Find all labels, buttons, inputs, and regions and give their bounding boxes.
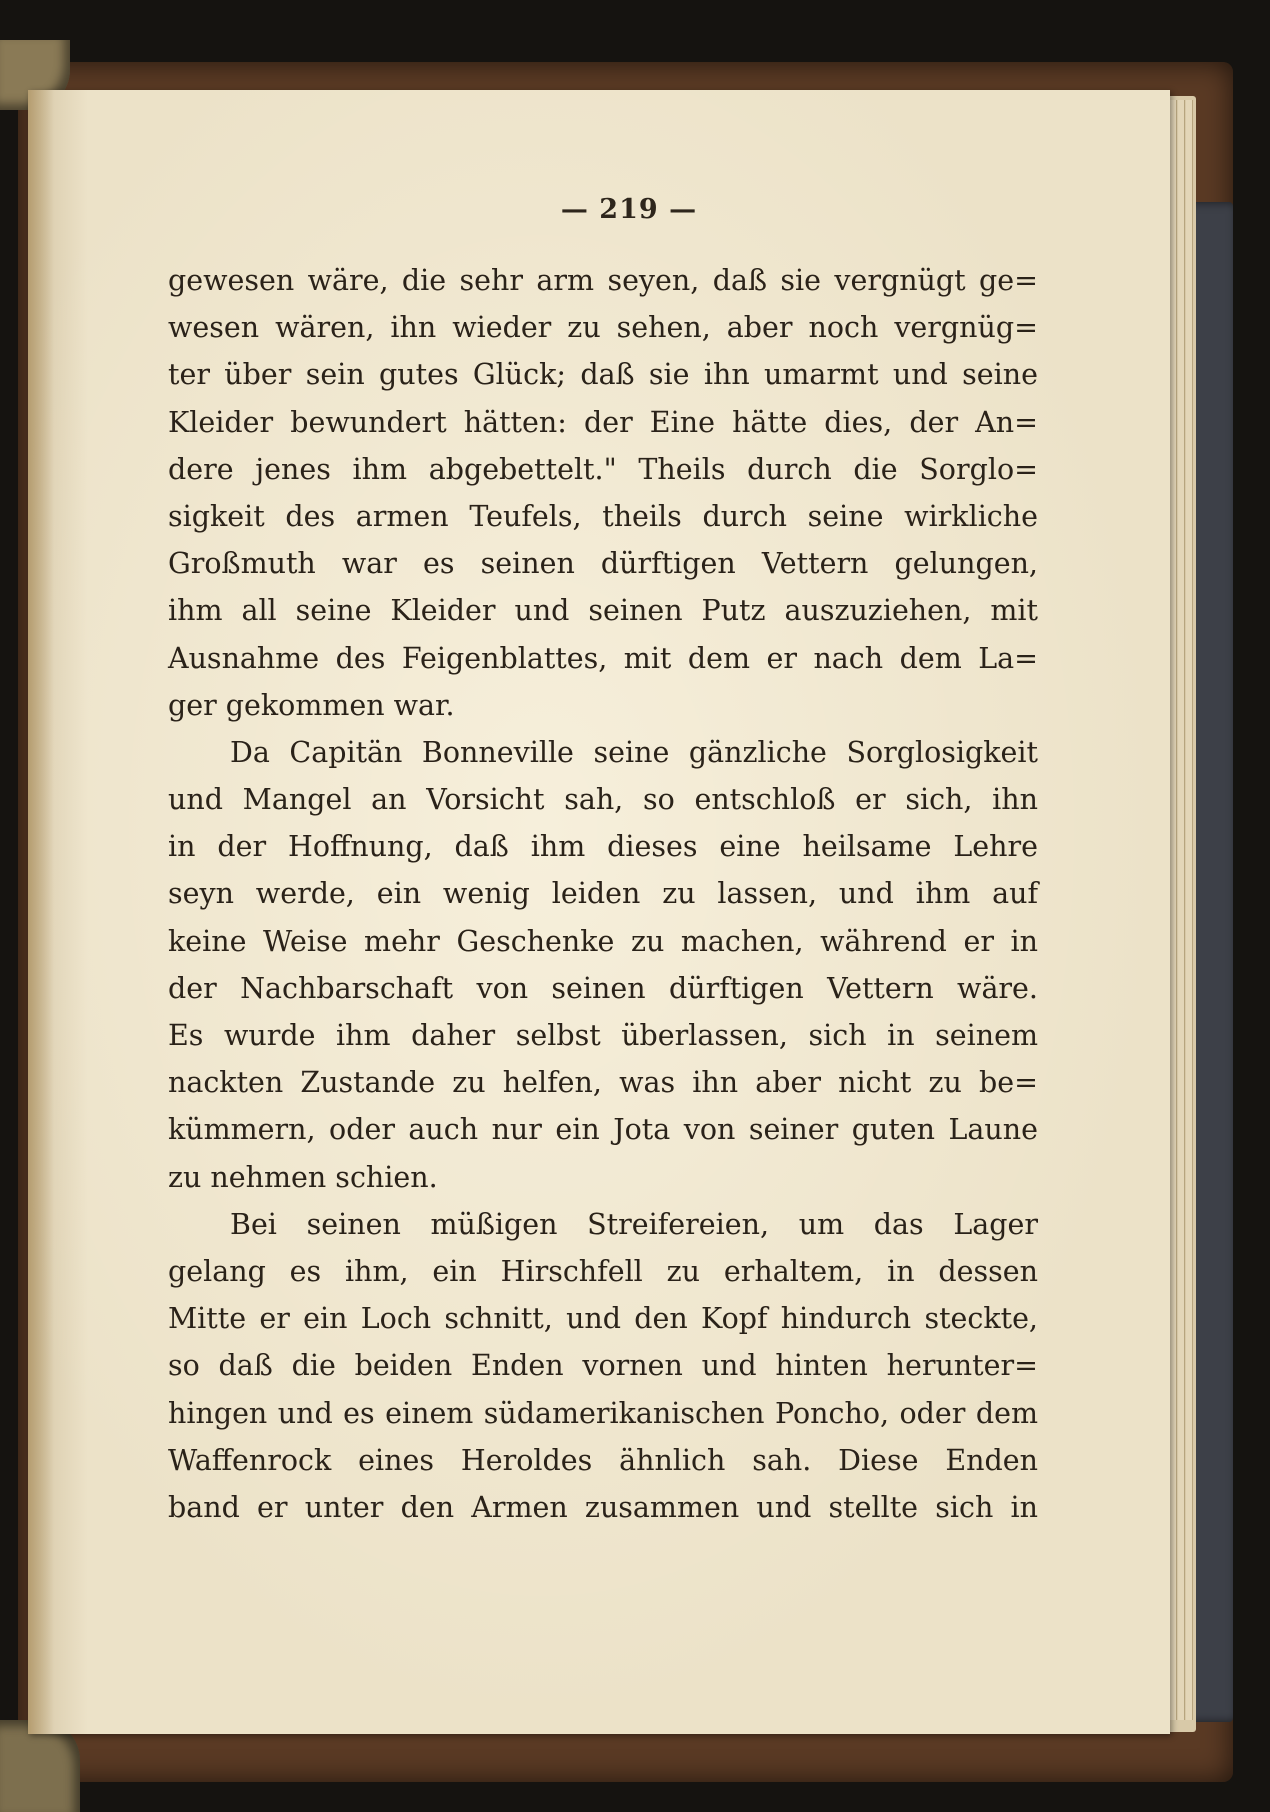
page-edge [1186,100,1193,1720]
text-line: ihm all seine Kleider und seinen Putz auszuziehen, mit [168,594,1038,628]
text-line: seyn werde, ein wenig leiden zu lassen, und ihm auf [168,877,1038,911]
text-line: keine Weise mehr Geschenke zu machen, während er in [168,924,1038,958]
text-line: band er unter den Armen zusammen und stellte sich in [168,1490,1038,1524]
text-line: Kleider bewundert hätten: der Eine hätte dies, der An= [168,405,1038,439]
text-line: ter über sein gutes Glück; daß sie ihn umarmt und seine [168,358,1038,392]
text-line: ger gekommen war. [168,688,455,722]
text-line: gewesen wäre, die sehr arm seyen, daß sie vergnügt ge= [168,264,1038,297]
text-line: wesen wären, ihn wieder zu sehen, aber noch vergnüg= [168,311,1038,345]
text-line: in der Hoffnung, daß ihm dieses eine heilsame Lehre [168,830,1038,864]
page-number: — 219 — [560,194,698,225]
text-line: so daß die beiden Enden vornen und hinten herunter= [168,1349,1038,1383]
text-line: Ausnahme des Feigenblattes, mit dem er nach dem La= [168,641,1038,675]
text-line: und Mangel an Vorsicht sah, so entschloß er sich, ihn [168,783,1038,817]
text-line: dere jenes ihm abgebettelt." Theils durch die Sorglo= [168,452,1038,486]
book-page [28,90,1170,1734]
page-gutter [28,90,54,1734]
body-text [168,257,1038,1531]
text-line: zu nehmen schien. [168,1160,438,1194]
text-line: der Nachbarschaft von seinen dürftigen Vettern wäre. [168,971,1038,1005]
text-line: kümmern, oder auch nur ein Jota von seiner guten Laune [168,1113,1038,1147]
text-line: nackten Zustande zu helfen, was ihn aber nicht zu be= [168,1066,1038,1100]
text-line: sigkeit des armen Teufels, theils durch seine wirkliche [168,499,1038,533]
text-line: Da Capitän Bonneville seine gänzliche Sorglosigkeit [230,735,1038,769]
page-edge [1178,100,1185,1720]
text-line: Waffenrock eines Heroldes ähnlich sah. Diese Enden [168,1443,1038,1477]
text-line: Bei seinen müßigen Streifereien, um das Lager [230,1207,1038,1241]
text-line: Großmuth war es seinen dürftigen Vettern gelungen, [168,547,1038,581]
text-line: gelang es ihm, ein Hirschfell zu erhaltem, in dessen [168,1254,1038,1288]
text-line: hingen und es einem südamerikanischen Poncho, oder dem [168,1396,1038,1430]
text-line: Mitte er ein Loch schnitt, und den Kopf hindurch steckte, [168,1302,1038,1336]
page-edge [1170,100,1177,1720]
text-line: Es wurde ihm daher selbst überlassen, sich in seinem [168,1019,1038,1052]
